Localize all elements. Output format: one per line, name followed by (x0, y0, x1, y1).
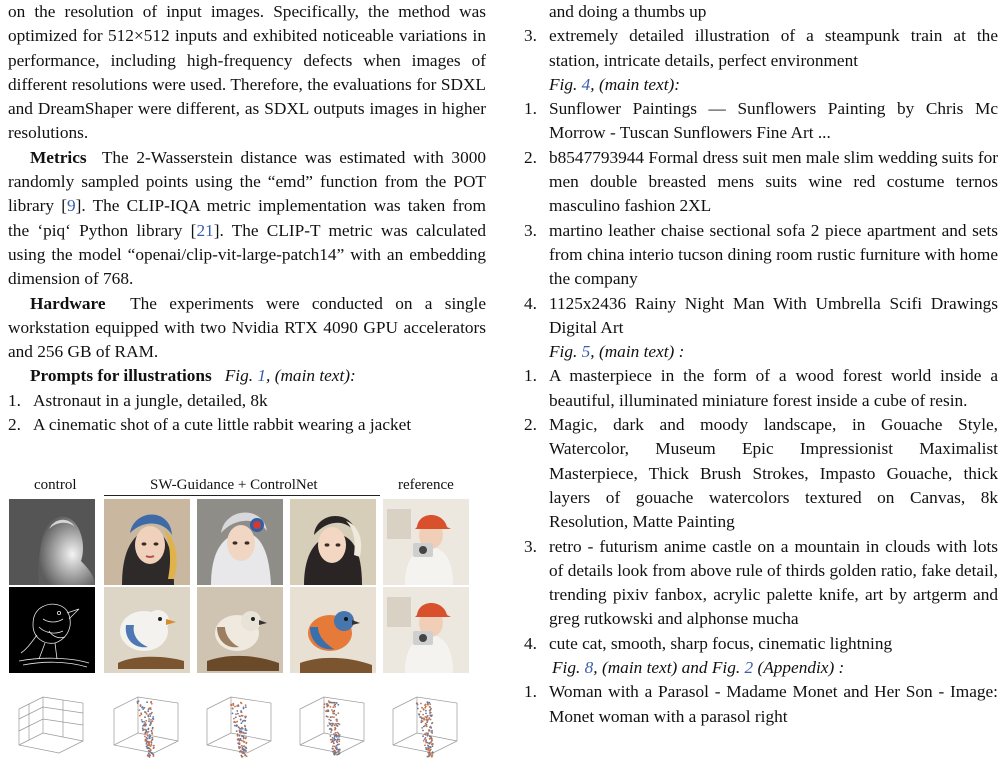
point-marker (426, 715, 428, 717)
point-marker (143, 721, 145, 723)
figure-link[interactable]: 4 (581, 74, 591, 94)
generated-portrait-image (197, 499, 283, 585)
point-marker (427, 745, 429, 747)
point-marker (232, 703, 234, 705)
point-marker (336, 736, 338, 738)
point-marker (424, 744, 426, 746)
point-marker (150, 701, 152, 703)
point-marker (144, 707, 146, 709)
point-marker (141, 719, 143, 721)
point-marker (145, 731, 147, 733)
point-marker (239, 746, 241, 748)
hardware-heading: Hardware (30, 293, 106, 313)
point-marker (429, 736, 431, 738)
point-marker (145, 722, 147, 724)
generated-portrait-image (104, 499, 190, 585)
point-marker (430, 715, 432, 717)
column-header-reference: reference (398, 477, 454, 493)
point-marker (239, 729, 241, 731)
point-marker (422, 735, 424, 737)
point-marker (332, 723, 334, 725)
point-marker (245, 732, 247, 734)
point-marker (140, 712, 142, 714)
prompts-heading-line (8, 364, 486, 388)
point-marker (232, 713, 234, 715)
point-marker (147, 734, 149, 736)
list-item: 1. Woman with a Parasol - Madame Monet and Her Son - Image: Monet woman with a parasol right (524, 682, 998, 726)
point-marker (422, 714, 424, 716)
point-marker (336, 739, 338, 741)
list-item: 4. 1125x2436 Rainy Night Man With Umbrella Scifi Drawings Digital Art (524, 293, 998, 337)
point-marker (239, 715, 241, 717)
point-marker (137, 702, 139, 704)
fig1-prompt-list (8, 389, 486, 438)
generated-bird-image (290, 587, 376, 673)
point-marker (236, 730, 238, 732)
point-marker (237, 713, 239, 715)
column-header-method: SW-Guidance + ControlNet (150, 477, 318, 493)
point-marker (244, 725, 246, 727)
point-marker (245, 737, 247, 739)
point-marker (425, 723, 427, 725)
point-marker (425, 732, 427, 734)
point-marker (336, 723, 338, 725)
point-marker (244, 720, 246, 722)
point-marker (242, 740, 244, 742)
point-marker (328, 700, 330, 702)
point-marker (245, 747, 247, 749)
point-marker (327, 725, 329, 727)
figure-link[interactable]: 2 (744, 658, 754, 678)
point-marker (339, 734, 341, 736)
point-marker (146, 743, 148, 745)
fig4-prompt-list (524, 97, 998, 340)
point-marker (147, 710, 149, 712)
generated-bird-image (104, 587, 190, 673)
point-marker (332, 745, 334, 747)
point-marker (232, 707, 234, 709)
point-marker (431, 731, 433, 733)
point-marker (430, 709, 432, 711)
point-marker (147, 754, 149, 756)
point-marker (326, 704, 328, 706)
point-marker (431, 738, 433, 740)
point-marker (418, 713, 420, 715)
column-header-control: control (34, 477, 77, 493)
point-marker (420, 711, 422, 713)
point-marker (335, 732, 337, 734)
point-marker (332, 713, 334, 715)
point-marker (331, 725, 333, 727)
point-marker (338, 736, 340, 738)
point-marker (145, 733, 147, 735)
point-marker (431, 740, 433, 742)
list-item: 3. retro - futurism anime castle on a mountain in clouds with lots of details look from above rule of thirds golden ratio, fake detail, trending pixiv fanbox, acrylic palette knife, art by artgerm and greg rutkowski and alphonse mucha (524, 536, 998, 629)
point-marker (148, 720, 150, 722)
point-marker (145, 739, 147, 741)
point-marker (242, 752, 244, 754)
point-marker (234, 721, 236, 723)
list-item: 2. b8547793944 Formal dress suit men male slim wedding suits for men double breasted mens suits wine red costume ternos masculino fashion 2XL (524, 147, 998, 216)
point-marker (429, 712, 431, 714)
point-marker (329, 724, 331, 726)
point-marker (421, 707, 423, 709)
point-marker (146, 713, 148, 715)
point-cloud-plot (104, 679, 190, 765)
point-marker (148, 731, 150, 733)
point-marker (144, 736, 146, 738)
point-marker (230, 704, 232, 706)
point-marker (432, 745, 434, 747)
point-marker (336, 754, 338, 756)
point-marker (425, 719, 427, 721)
point-marker (234, 725, 236, 727)
point-marker (337, 712, 339, 714)
point-marker (425, 713, 427, 715)
metrics-text-c: ]. The CLIP-T metric was calculated using the model “openai/clip-vit-large-patch14” with an embedding dimension of 768. (8, 220, 487, 289)
point-marker (333, 738, 335, 740)
point-marker (428, 718, 430, 720)
list-item: 1. A masterpiece in the form of a wood forest world inside a beautiful, illuminated miniature forest inside a cube of resin. (524, 366, 998, 410)
point-marker (424, 733, 426, 735)
point-marker (432, 722, 434, 724)
point-marker (146, 737, 148, 739)
point-marker (237, 733, 239, 735)
point-marker (153, 745, 155, 747)
point-marker (423, 709, 425, 711)
fig-label-suffix: , (main text): (266, 366, 356, 386)
point-marker (422, 717, 424, 719)
fig5-label-line: Fig. 5, (main text) : (549, 342, 685, 362)
point-marker (235, 713, 237, 715)
point-marker (334, 746, 336, 748)
point-marker (242, 720, 244, 722)
point-marker (151, 737, 153, 739)
point-marker (238, 705, 240, 707)
point-marker (423, 740, 425, 742)
point-marker (152, 727, 154, 729)
point-marker (144, 716, 146, 718)
point-marker (330, 706, 332, 708)
point-marker (338, 749, 340, 751)
comparison-figure (8, 476, 486, 776)
point-marker (245, 716, 247, 718)
point-marker (236, 724, 238, 726)
point-marker (236, 721, 238, 723)
point-marker (245, 750, 247, 752)
list-continuation: and doing a thumbs up (549, 2, 707, 21)
point-marker (151, 742, 153, 744)
point-marker (144, 711, 146, 713)
list-item: 3. extremely detailed illustration of a steampunk train at the station, intricate details, perfect environment (524, 26, 998, 70)
point-marker (151, 712, 153, 714)
point-marker (329, 728, 331, 730)
point-marker (429, 750, 431, 752)
point-marker (328, 722, 330, 724)
list-item: 2. A cinematic shot of a cute little rabbit wearing a jacket (8, 415, 412, 435)
point-marker (332, 748, 334, 750)
point-marker (236, 710, 238, 712)
point-marker (245, 706, 247, 708)
point-marker (240, 755, 242, 757)
point-marker (139, 709, 141, 711)
point-marker (237, 742, 239, 744)
point-marker (423, 719, 425, 721)
point-marker (431, 756, 433, 758)
point-marker (419, 716, 421, 718)
point-marker (144, 725, 146, 727)
point-marker (240, 750, 242, 752)
metrics-text-b: ]. The CLIP-IQA metric implementation was taken from the ‘piq‘ Python library [ (8, 196, 486, 240)
point-marker (324, 703, 326, 705)
point-marker (241, 722, 243, 724)
point-marker (237, 735, 239, 737)
fig4-label-line: Fig. 4, (main text): (549, 74, 681, 94)
citation-link[interactable]: 9 (67, 196, 76, 216)
point-marker (417, 708, 419, 710)
point-marker (421, 727, 423, 729)
point-marker (426, 721, 428, 723)
point-marker (148, 716, 150, 718)
metrics-paragraph (8, 146, 486, 292)
point-marker (242, 735, 244, 737)
point-marker (141, 721, 143, 723)
reference-photo-image (383, 587, 469, 673)
point-marker (333, 711, 335, 713)
point-marker (241, 703, 243, 705)
point-marker (149, 724, 151, 726)
point-marker (420, 703, 422, 705)
point-marker (432, 743, 434, 745)
point-marker (421, 720, 423, 722)
point-marker (152, 716, 154, 718)
point-marker (330, 720, 332, 722)
point-marker (333, 743, 335, 745)
right-column (524, 0, 998, 729)
point-marker (336, 720, 338, 722)
intro-paragraph: on the resolution of input images. Specifically, the method was optimized for 512×512 inputs and exhibited noticeable variations in performance, including high-frequency defects when images of different resolutions were used. Therefore, the evaluations for SDXL and DreamShaper were different, as SDXL outputs images in higher resolutions. (8, 2, 486, 143)
metrics-heading: Metrics (30, 147, 87, 167)
metrics-text-a: The 2-Wasserstein distance was estimated with 3000 randomly sampled points using the “emd” function from the POT library [ (8, 147, 486, 216)
point-marker (427, 702, 429, 704)
point-marker (139, 715, 141, 717)
point-marker (428, 730, 430, 732)
point-marker (331, 716, 333, 718)
point-marker (323, 706, 325, 708)
point-marker (244, 754, 246, 756)
point-marker (330, 716, 332, 718)
point-cloud-plot (290, 679, 376, 765)
fig1-prompt-list-continued (524, 24, 998, 73)
point-marker (430, 747, 432, 749)
point-marker (334, 753, 336, 755)
generated-portrait-image (290, 499, 376, 585)
point-marker (330, 739, 332, 741)
prompts-heading: Prompts for illustrations (30, 366, 212, 386)
point-marker (147, 747, 149, 749)
point-marker (429, 738, 431, 740)
point-marker (425, 740, 427, 742)
point-marker (425, 704, 427, 706)
list-item: 3. martino leather chaise sectional sofa 2 piece apartment and sets from china interio tucson dining room rustic furniture with home the company (524, 220, 998, 289)
fig5-prompt-list (524, 364, 998, 656)
point-marker (427, 704, 429, 706)
point-marker (427, 732, 429, 734)
point-marker (332, 706, 334, 708)
point-marker (148, 754, 150, 756)
list-item: 4. cute cat, smooth, sharp focus, cinematic lightning (524, 633, 893, 653)
point-marker (150, 719, 152, 721)
fig-label: Fig. (224, 366, 254, 386)
point-marker (336, 749, 338, 751)
point-marker (243, 732, 245, 734)
point-marker (245, 742, 247, 744)
point-marker (150, 745, 152, 747)
point-marker (245, 728, 247, 730)
point-cloud-plot (383, 679, 469, 765)
point-marker (145, 724, 147, 726)
point-marker (331, 741, 333, 743)
empty-3d-axes-plot (9, 679, 95, 765)
point-marker (240, 719, 242, 721)
point-marker (334, 706, 336, 708)
point-marker (334, 739, 336, 741)
point-marker (152, 739, 154, 741)
point-marker (233, 718, 235, 720)
point-marker (151, 732, 153, 734)
figure-link[interactable]: 1 (257, 366, 267, 386)
point-marker (333, 716, 335, 718)
point-marker (242, 748, 244, 750)
point-marker (337, 704, 339, 706)
point-marker (235, 716, 237, 718)
list-item: 1. Sunflower Paintings — Sunflowers Painting by Chris Mc Morrow - Tuscan Sunflowers Fine Art ... (524, 99, 998, 143)
generated-bird-image (197, 587, 283, 673)
point-marker (146, 701, 148, 703)
point-marker (153, 718, 155, 720)
point-marker (330, 731, 332, 733)
point-marker (150, 707, 152, 709)
fig8-label-line: Fig. 8, (main text) and Fig. 2 (Appendix) : (552, 658, 845, 678)
point-marker (244, 745, 246, 747)
point-marker (429, 743, 431, 745)
point-marker (241, 715, 243, 717)
point-marker (337, 744, 339, 746)
point-marker (327, 716, 329, 718)
point-marker (238, 726, 240, 728)
point-marker (337, 725, 339, 727)
point-marker (425, 710, 427, 712)
point-marker (149, 715, 151, 717)
point-marker (426, 725, 428, 727)
point-marker (429, 703, 431, 705)
point-marker (334, 729, 336, 731)
control-depth-map-image (9, 499, 95, 585)
point-marker (416, 703, 418, 705)
point-marker (333, 751, 335, 753)
fig8-prompt-list (524, 680, 998, 729)
point-marker (425, 737, 427, 739)
point-marker (422, 730, 424, 732)
point-marker (428, 752, 430, 754)
point-marker (425, 706, 427, 708)
point-marker (331, 709, 333, 711)
point-marker (338, 741, 340, 743)
point-marker (234, 706, 236, 708)
point-marker (151, 703, 153, 705)
point-marker (148, 718, 150, 720)
control-edge-map-image (9, 587, 95, 673)
point-marker (335, 714, 337, 716)
point-marker (432, 751, 434, 753)
point-marker (335, 734, 337, 736)
point-marker (145, 720, 147, 722)
point-marker (240, 710, 242, 712)
point-marker (140, 704, 142, 706)
point-marker (325, 710, 327, 712)
point-marker (336, 732, 338, 734)
list-item: 2. Magic, dark and moody landscape, in Gouache Style, Watercolor, Museum Epic Impressionist Maximalist Masterpiece, Thick Brush Strokes, Impasto Gouache, thick layers of gouache watercolors textured on Canvas, 8k Resolution, Matte Painting (524, 415, 998, 532)
point-marker (420, 721, 422, 723)
point-marker (147, 728, 149, 730)
point-marker (243, 707, 245, 709)
point-marker (241, 730, 243, 732)
header-rule (104, 495, 380, 496)
point-marker (333, 704, 335, 706)
figure-link[interactable]: 8 (584, 658, 594, 678)
point-marker (423, 726, 425, 728)
figure-link[interactable]: 5 (581, 342, 591, 362)
point-marker (239, 735, 241, 737)
reference-photo-image (383, 499, 469, 585)
point-marker (142, 706, 144, 708)
hardware-text: The experiments were conducted on a single workstation equipped with two Nvidia RTX 4090 GPU accelerators and 256 GB of RAM. (8, 293, 487, 362)
point-marker (339, 739, 341, 741)
point-marker (241, 727, 243, 729)
point-marker (424, 716, 426, 718)
citation-link[interactable]: 21 (196, 220, 214, 240)
point-marker (150, 723, 152, 725)
point-marker (151, 731, 153, 733)
point-marker (142, 729, 144, 731)
point-marker (333, 733, 335, 735)
point-marker (246, 755, 248, 757)
point-marker (328, 719, 330, 721)
left-column (8, 0, 486, 437)
point-cloud-plot (197, 679, 283, 765)
point-marker (336, 742, 338, 744)
point-marker (339, 752, 341, 754)
point-marker (332, 737, 334, 739)
point-marker (429, 706, 431, 708)
point-marker (149, 751, 151, 753)
hardware-paragraph (8, 292, 486, 365)
point-marker (148, 736, 150, 738)
point-marker (240, 738, 242, 740)
point-marker (153, 747, 155, 749)
point-marker (245, 704, 247, 706)
point-marker (428, 756, 430, 758)
point-marker (429, 726, 431, 728)
point-marker (428, 748, 430, 750)
point-marker (330, 735, 332, 737)
point-marker (334, 727, 336, 729)
point-marker (138, 700, 140, 702)
list-item: 1. Astronaut in a jungle, detailed, 8k (8, 390, 268, 410)
point-marker (148, 743, 150, 745)
point-marker (336, 702, 338, 704)
